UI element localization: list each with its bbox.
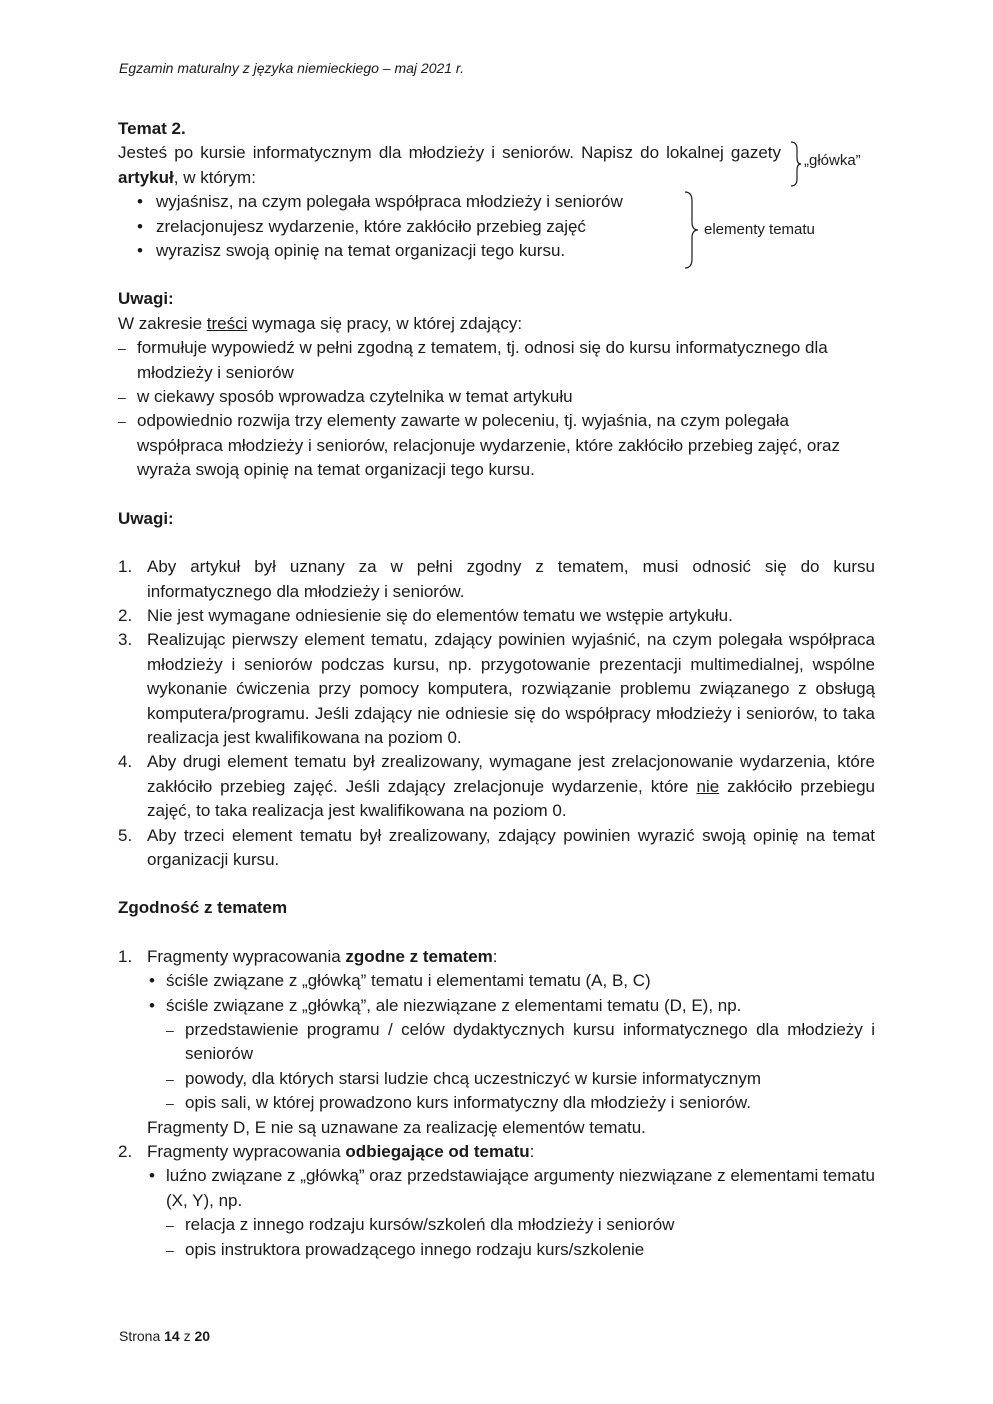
remarks-intro bbox=[118, 312, 875, 336]
item-text: Aby artykuł był uznany za w pełni zgodny z tematem, musi odnosić się do kursu informatycznego dla młodzieży i seniorów. bbox=[147, 557, 875, 601]
right-brace-icon bbox=[684, 191, 700, 269]
remarks-title: Uwagi: bbox=[118, 289, 174, 309]
item-number: 1. bbox=[118, 946, 133, 966]
compliance-bullets bbox=[147, 1164, 875, 1262]
compliance-colon: : bbox=[529, 1142, 535, 1162]
remarks-item: – w ciekawy sposób wprowadza czytelnika w temat artykułu bbox=[118, 385, 875, 409]
compliance-item bbox=[118, 945, 875, 1140]
item-number: 2. bbox=[118, 605, 133, 625]
remarks-intro-text: W zakresie bbox=[118, 313, 207, 333]
topic-title: Temat 2. bbox=[118, 119, 186, 138]
item-text-underlined: nie bbox=[696, 776, 720, 796]
compliance-dashes bbox=[166, 1018, 875, 1116]
footer-prefix: Strona bbox=[119, 1328, 165, 1344]
elements-annotation bbox=[684, 191, 815, 269]
elements-label: elementy tematu bbox=[704, 220, 815, 238]
compliance-dash: – opis sali, w której prowadzono kurs informatyczny dla młodzieży i seniorów. bbox=[166, 1091, 875, 1115]
compliance-bullet: • ściśle związane z „główką” tematu i elementami tematu (A, B, C) bbox=[147, 969, 875, 993]
compliance-lead: Fragmenty wypracowania bbox=[147, 1142, 346, 1162]
footer-page-number: 14 bbox=[164, 1328, 180, 1344]
compliance-title: Zgodność z tematem bbox=[118, 898, 288, 918]
compliance-bullets bbox=[147, 969, 875, 1115]
compliance-bold: zgodne z tematem bbox=[345, 946, 493, 966]
compliance-colon: : bbox=[492, 946, 498, 966]
compliance-note: Fragmenty D, E nie są uznawane za realizację elementów tematu. bbox=[147, 1117, 646, 1137]
remarks-numbered-item bbox=[118, 628, 875, 750]
item-text: Aby trzeci element tematu był zrealizowany, zdający powinien wyrazić swoją opinię na temat organizacji kursu. bbox=[147, 825, 875, 869]
remarks-item: – formułuje wypowiedź w pełni zgodną z tematem, tj. odnosi się do kursu informatycznego dla młodzieży i seniorów bbox=[118, 336, 875, 385]
compliance-dash: – relacja z innego rodzaju kursów/szkoleń dla młodzieży i seniorów bbox=[166, 1213, 875, 1237]
compliance-bullet bbox=[147, 994, 875, 1116]
compliance-bullet bbox=[147, 1164, 875, 1262]
remarks-item: – odpowiednio rozwija trzy elementy zawarte w poleceniu, tj. wyjaśnia, na czym polegała współpraca młodzieży i seniorów, relacjonuje wydarzenie, które zakłóciło przebieg zajęć, oraz wyraża swoją opinię na temat organizacji tego kursu. bbox=[118, 409, 875, 482]
item-text-end: zakłóciło przebiegu zajęć, to taka realizacja jest kwalifikowana na poziom 0. bbox=[147, 776, 875, 821]
topic-bullet: • wyjaśnisz, na czym polegała współpraca młodzieży i seniorów bbox=[118, 190, 875, 214]
compliance-dash: – powody, dla których starsi ludzie chcą uczestniczyć w kursie informatycznym bbox=[166, 1067, 875, 1091]
compliance-dashes bbox=[166, 1213, 875, 1262]
remarks-numbered-item bbox=[118, 604, 875, 628]
page-footer bbox=[119, 1326, 210, 1346]
item-number: 2. bbox=[118, 1142, 133, 1162]
topic-intro bbox=[118, 141, 781, 190]
remarks-title: Uwagi: bbox=[118, 508, 174, 528]
compliance-bullet-text: ściśle związane z „główką”, ale niezwiązane z elementami tematu (D, E), np. bbox=[166, 995, 742, 1015]
item-number: 4. bbox=[118, 752, 133, 772]
remarks-list bbox=[118, 336, 875, 482]
topic-bullet: • wyrazisz swoją opinię na temat organizacji tego kursu. bbox=[118, 239, 875, 263]
compliance-bold: odbiegające od tematu bbox=[345, 1142, 530, 1162]
document-body bbox=[118, 117, 875, 1262]
glowka-annotation bbox=[790, 141, 861, 187]
item-text: Realizując pierwszy element tematu, zdający powinien wyjaśnić, na czym polegała współpraca młodzieży i seniorów podczas kursu, np. przygotowanie prezentacji multimedialnej, wspólne wykonanie ćwiczenia przy pomocy komputera, rozwiązanie problemu związanego z obsługą komputera/programu. Jeśli zdający nie odniesie się do współpracy młodzieży i seniorów, to taka realizacja jest kwalifikowana na poziom 0. bbox=[147, 630, 875, 747]
topic-intro-bold: artykuł bbox=[118, 167, 174, 187]
right-brace-icon bbox=[790, 141, 802, 187]
footer-separator: z bbox=[179, 1328, 195, 1344]
footer-page-total: 20 bbox=[194, 1328, 211, 1344]
compliance-lead: Fragmenty wypracowania bbox=[147, 946, 346, 966]
item-number: 5. bbox=[118, 825, 133, 845]
glowka-label: „główka” bbox=[804, 151, 861, 169]
compliance-list bbox=[118, 945, 875, 1262]
compliance-dash: – przedstawienie programu / celów dydaktycznych kursu informatycznego dla młodzieży i seniorów bbox=[166, 1018, 875, 1067]
topic-intro-text: Jesteś po kursie informatycznym dla młodzieży i seniorów. Napisz do lokalnej gazety bbox=[118, 143, 781, 163]
topic-bullet: • zrelacjonujesz wydarzenie, które zakłóciło przebieg zajęć bbox=[118, 215, 875, 239]
remarks-intro-underlined: treści bbox=[206, 313, 248, 333]
item-text: Aby drugi element tematu był zrealizowany, wymagane jest zrelacjonowanie wydarzenia, które zakłóciło przebieg zajęć. Jeśli zdający zrelacjonuje wydarzenie, które bbox=[147, 752, 875, 796]
compliance-dash: – opis instruktora prowadzącego innego rodzaju kurs/szkolenie bbox=[166, 1238, 875, 1262]
remarks-numbered-list bbox=[118, 555, 875, 872]
item-number: 1. bbox=[118, 557, 133, 577]
item-text: Nie jest wymagane odniesienie się do elementów tematu we wstępie artykułu. bbox=[147, 605, 733, 625]
remarks-numbered-item bbox=[118, 750, 875, 823]
page-header: Egzamin maturalny z języka niemieckiego – maj 2021 r. bbox=[119, 60, 464, 76]
remarks-intro-end: wymaga się pracy, w której zdający: bbox=[247, 313, 523, 333]
remarks-numbered-item bbox=[118, 555, 875, 604]
compliance-bullet-text: luźno związane z „główką” oraz przedstawiające argumenty niezwiązane z elementami tematu (X, Y), np. bbox=[166, 1166, 875, 1210]
remarks-numbered-item bbox=[118, 824, 875, 873]
compliance-item bbox=[118, 1140, 875, 1262]
item-number: 3. bbox=[118, 630, 133, 650]
topic-intro-end: , w którym: bbox=[173, 167, 256, 187]
